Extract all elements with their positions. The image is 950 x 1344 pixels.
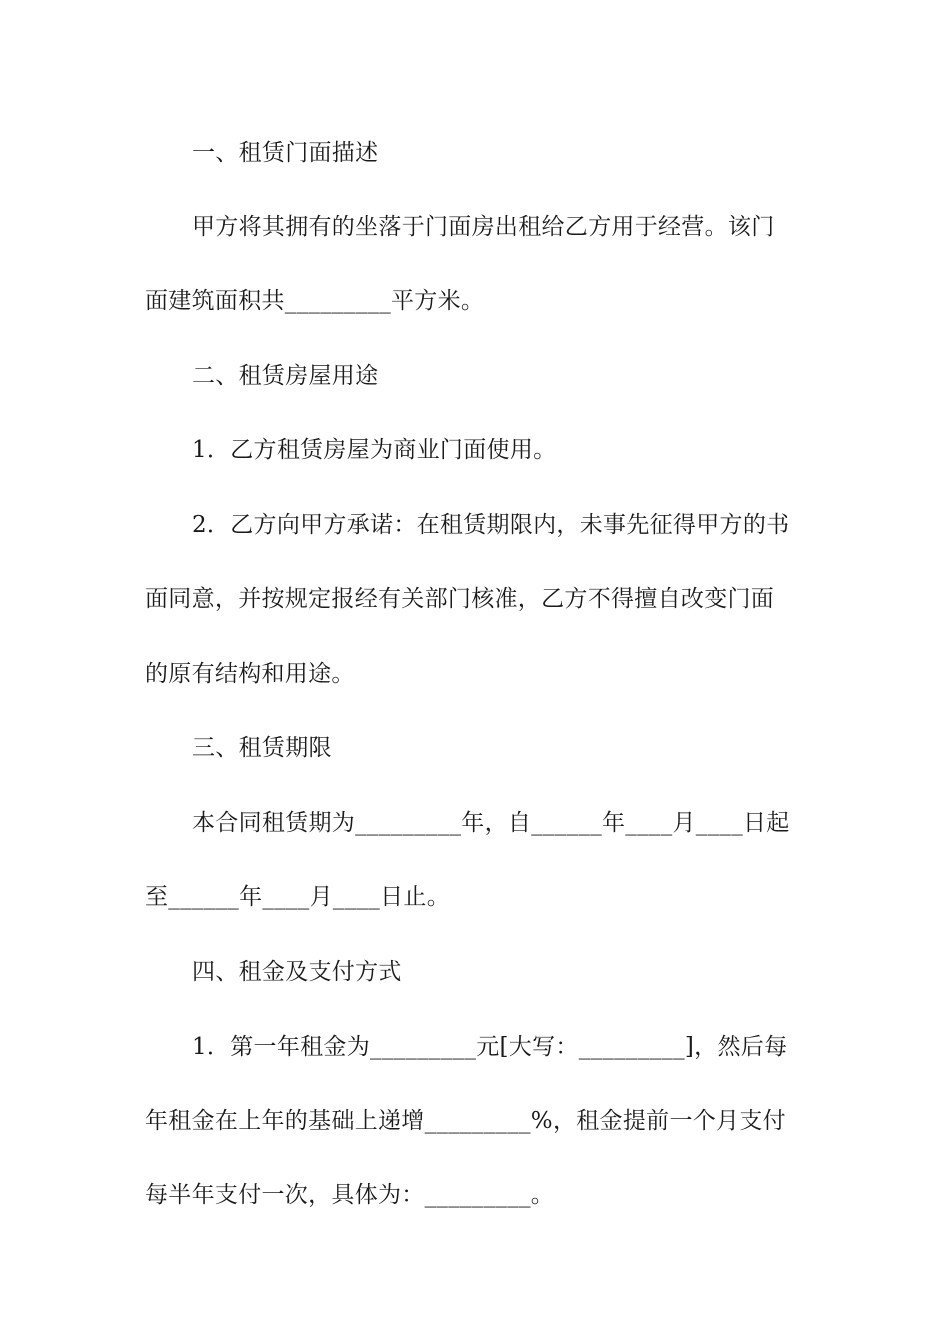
paragraph-line: 至______年____月____日止。 (145, 884, 450, 910)
paragraph-line: 面建筑面积共_________平方米。 (145, 288, 485, 314)
paragraph-line: 的原有结构和用途。 (145, 661, 355, 687)
paragraph-line: 甲方将其拥有的坐落于门面房出租给乙方用于经营。该门 (192, 214, 775, 240)
paragraph-line: 1．乙方租赁房屋为商业门面使用。 (192, 437, 557, 463)
heading-4-rent-payment: 四、租金及支付方式 (192, 959, 402, 985)
paragraph-line: 面同意，并按规定报经有关部门核准，乙方不得擅自改变门面 (145, 586, 775, 612)
paragraph-line: 年租金在上年的基础上递增_________%，租金提前一个月支付 (145, 1108, 786, 1134)
paragraph-line: 每半年支付一次，具体为：_________。 (145, 1182, 555, 1208)
paragraph-line: 2．乙方向甲方承诺：在租赁期限内，未事先征得甲方的书 (192, 512, 790, 538)
paragraph-line: 1．第一年租金为_________元[大写：_________]，然后每 (192, 1034, 788, 1060)
heading-3-rental-term: 三、租赁期限 (192, 735, 332, 761)
paragraph-line: 本合同租赁期为_________年，自______年____月____日起 (192, 810, 790, 836)
heading-1-rental-description: 一、租赁门面描述 (192, 140, 379, 166)
heading-2-rental-purpose: 二、租赁房屋用途 (192, 363, 379, 389)
